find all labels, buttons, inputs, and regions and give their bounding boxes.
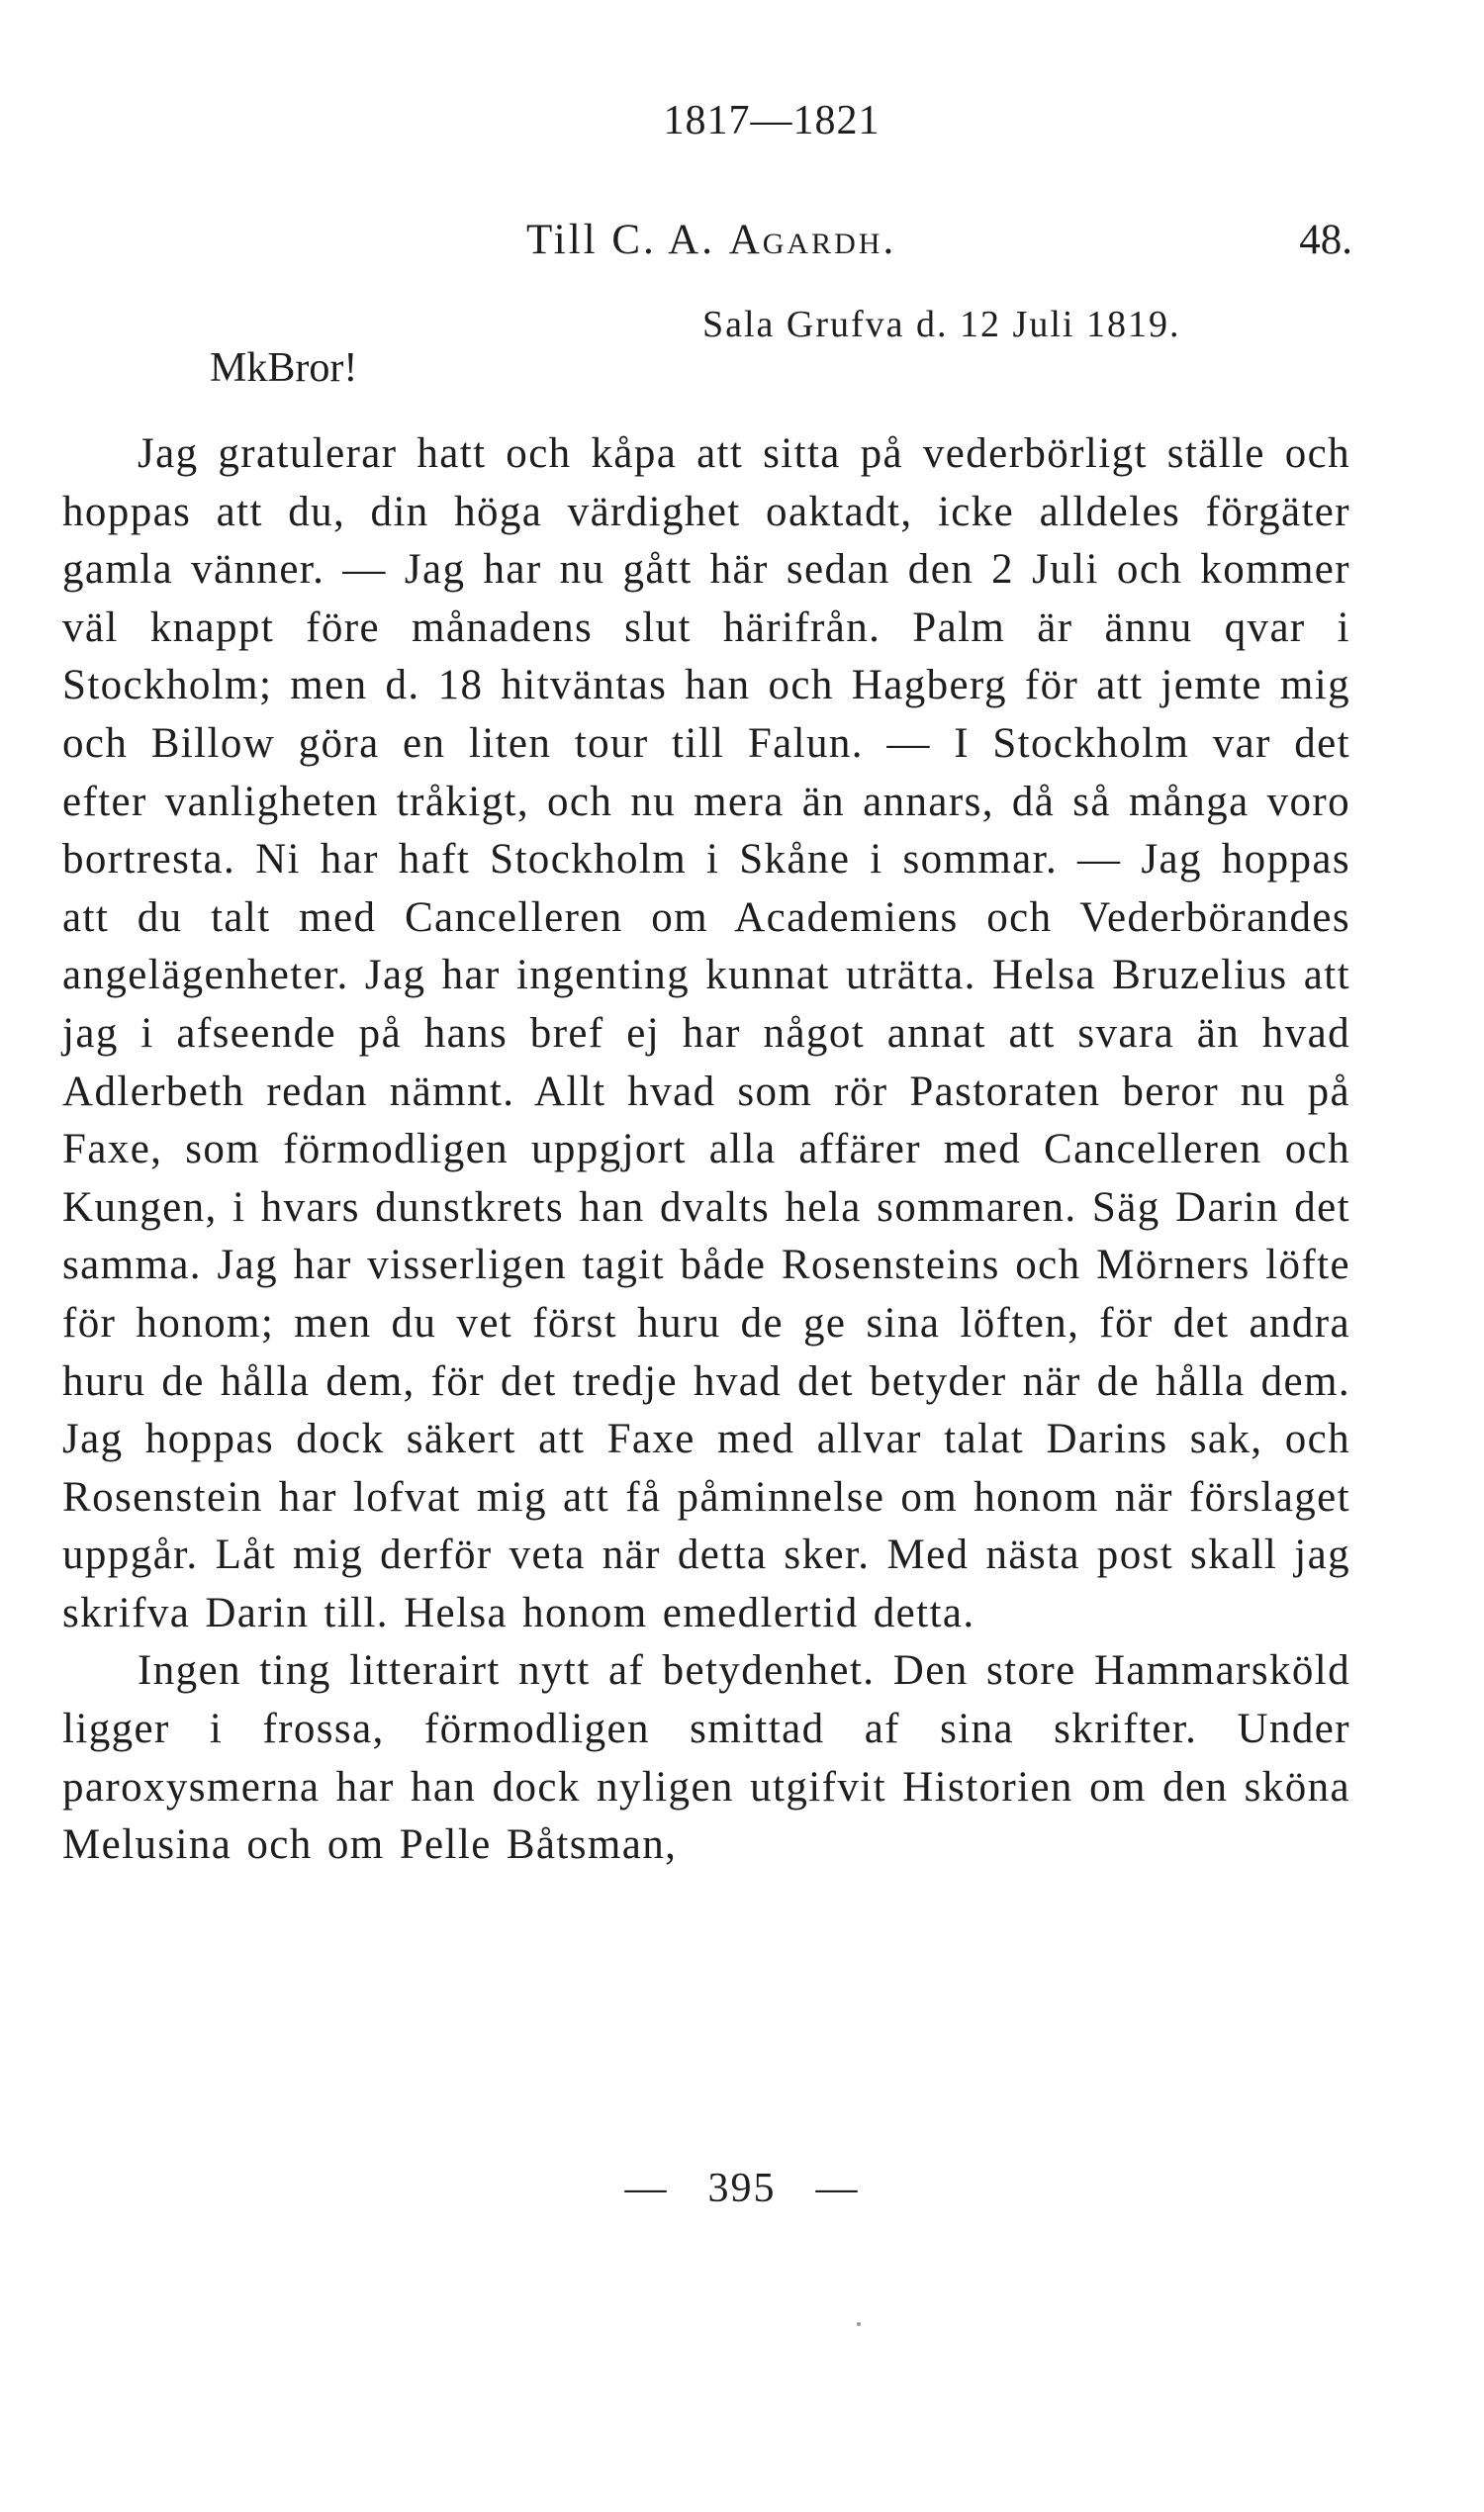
page-number: 395 [707, 2166, 777, 2211]
paragraph-2: Ingen ting litterairt nytt af betydenhet. Den store Hammarsköld ligger i frossa, förmodligen smittad af sina skrifter. Under paroxysmerna har han dock nyligen utgifvit Historien om den sköna Melusina och om Pelle Båtsman, [62, 1647, 1350, 1869]
recipient-name: Agardh. [728, 217, 897, 263]
salutation: MkBror! [210, 345, 358, 391]
letter-recipient [526, 216, 1352, 264]
paper-speck [857, 2322, 861, 2326]
footer-dash-left: — [624, 2166, 669, 2211]
page-footer [0, 2165, 1484, 2212]
letter-body [62, 425, 1350, 1875]
footer-dash-right: — [815, 2166, 860, 2211]
dateline: Sala Grufva d. 12 Juli 1819. [702, 304, 1181, 345]
paragraph-1: Jag gratulerar hatt och kåpa att sitta på vederbörligt ställe och hoppas att du, din höga värdighet oaktadt, icke alldeles förgäter gamla vänner. — Jag har nu gått här sedan den 2 Juli och kommer väl knappt före månadens slut härifrån. Palm är ännu qvar i Stockholm; men d. 18 hitväntas han och Hagberg för att jemte mig och Billow göra en liten tour till Falun. — I Stockholm var det efter vanligheten tråkigt, och nu mera än annars, då så många voro bortresta. Ni har haft Stockholm i Skåne i sommar. — Jag hoppas att du talt med Cancelleren om Academiens och Vederbörandes angelägenheter. Jag har ingenting kunnat uträtta. Helsa Bruzelius att jag i afseende på hans bref ej har något annat att svara än hvad Adlerbeth redan nämnt. Allt hvad som rör Pastoraten beror nu på Faxe, som förmodligen uppgjort alla affärer med Cancelleren och Kungen, i hvars dunstkrets han dvalts hela sommaren. Säg Darin det samma. Jag har visserligen tagit både Rosensteins och Mörners löfte för honom; men du vet först huru de ge sina löften, för det andra huru de hålla dem, för det tredje hvad det betyder när de hålla dem. Jag hoppas dock säkert att Faxe med allvar talat Darins sak, och Rosenstein har lofvat mig att få påminnelse om honom när förslaget uppgår. Låt mig derför veta när detta sker. Med nästa post skall jag skrifva Darin till. Helsa honom emedlertid detta. [62, 430, 1350, 1636]
letter-number: 48. [1299, 217, 1352, 263]
recipient-prefix: Till C. A. [526, 217, 715, 263]
running-head: 1817—1821 [663, 98, 881, 143]
